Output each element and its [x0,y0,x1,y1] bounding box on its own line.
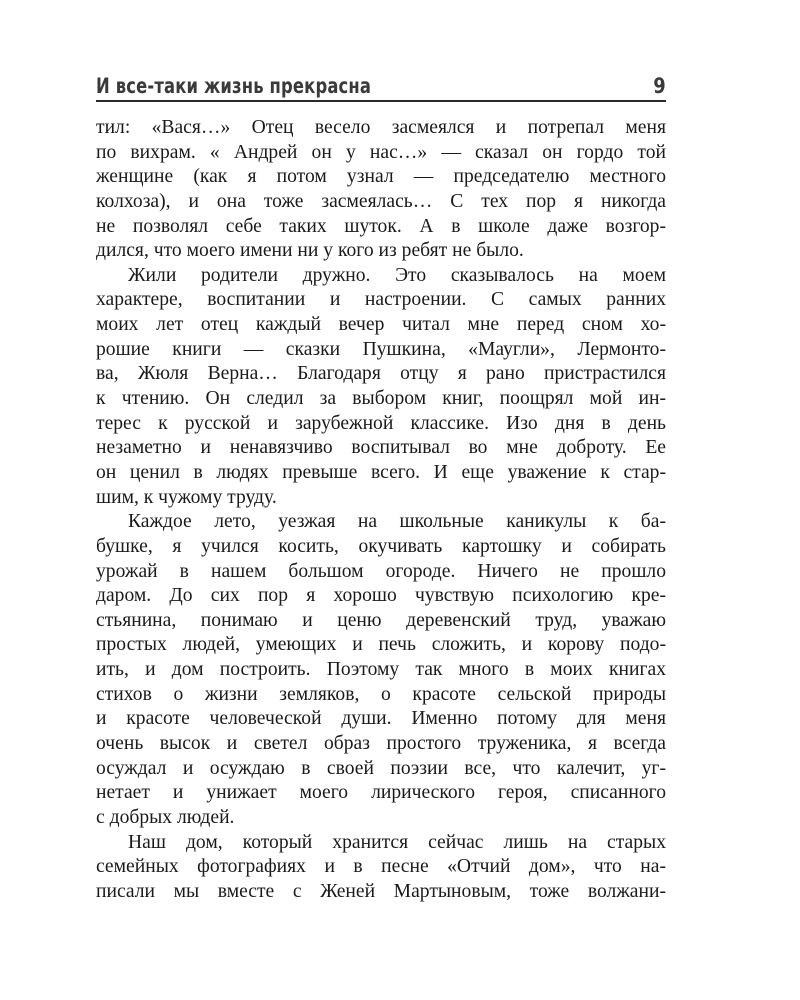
running-header [96,72,666,102]
text-line: колхоза), и она тоже засмеялась… С тех пор я никогда [96,190,666,212]
text-line: моих лет отец каждый вечер читал мне перед сном хо- [96,314,666,336]
text-line: писали мы вместе с Женей Мартыновым, тоже волжани- [96,880,666,902]
text-line: ить, и дом построить. Поэтому так много в моих книгах [96,659,666,681]
text-line: даром. До сих пор я хорошо чувствую психологию кре- [96,585,666,607]
text-line: бушке, я учился косить, окучивать картошку и собирать [96,535,666,557]
text-line: не позволял себе таких шуток. А в школе даже возгор- [96,215,666,237]
running-title: И все-таки жизнь прекрасна [96,74,372,98]
text-line: простых людей, умеющих и печь сложить, и корову подо- [96,634,666,656]
text-line: ва, Жюля Верна… Благодаря отцу я рано пристрастился [96,363,666,385]
text-line: и красоте человеческой души. Именно потому для меня [96,708,666,730]
text-line: он ценил в людях превыше всего. И еще уважение к стар- [96,461,666,483]
text-line: Жили родители дружно. Это сказывалось на моем [128,264,666,286]
text-line: к чтению. Он следил за выбором книг, поощрял мой ин- [96,388,666,410]
text-line: нетает и унижает моего лирического героя, списанного [96,782,666,804]
text-line: характере, воспитании и настроении. С самых ранних [96,289,666,311]
text-line: урожай в нашем большом огороде. Ничего не прошло [96,560,666,582]
text-line: терес к русской и зарубежной классике. Изо дня в день [96,412,666,434]
text-line: незаметно и ненавязчиво воспитывал во мне доброту. Ее [96,437,666,459]
text-line: рошие книги — сказки Пушкина, «Маугли», Лермонто- [96,338,666,360]
text-line: стьянина, понимаю и ценю деревенский труд, уважаю [96,609,666,631]
text-line: стихов о жизни земляков, о красоте сельской природы [96,683,666,705]
body-text [96,116,666,905]
text-line: осуждал и осуждаю в своей поэзии все, что калечит, уг- [96,757,666,779]
text-line: дился, что моего имени ни у кого из ребят не было. [96,240,524,262]
text-line: тил: «Вася…» Отец весело засмеялся и потрепал меня [96,117,666,138]
text-line: с добрых людей. [96,806,235,828]
text-line: шим, к чужому труду. [96,486,277,508]
text-line: очень высок и светел образ простого труженика, я всегда [96,733,666,755]
page-number: 9 [653,74,666,98]
text-line: женщине (как я потом узнал — председателю местного [96,166,666,188]
text-line: Наш дом, который хранится сейчас лишь на старых [128,831,666,853]
text-line: Каждое лето, уезжая на школьные каникулы к ба- [128,511,666,533]
text-line: по вихрам. « Андрей он у нас…» — сказал он гордо той [96,141,666,163]
text-line: семейных фотографиях и в песне «Отчий дом», что на- [96,856,666,878]
